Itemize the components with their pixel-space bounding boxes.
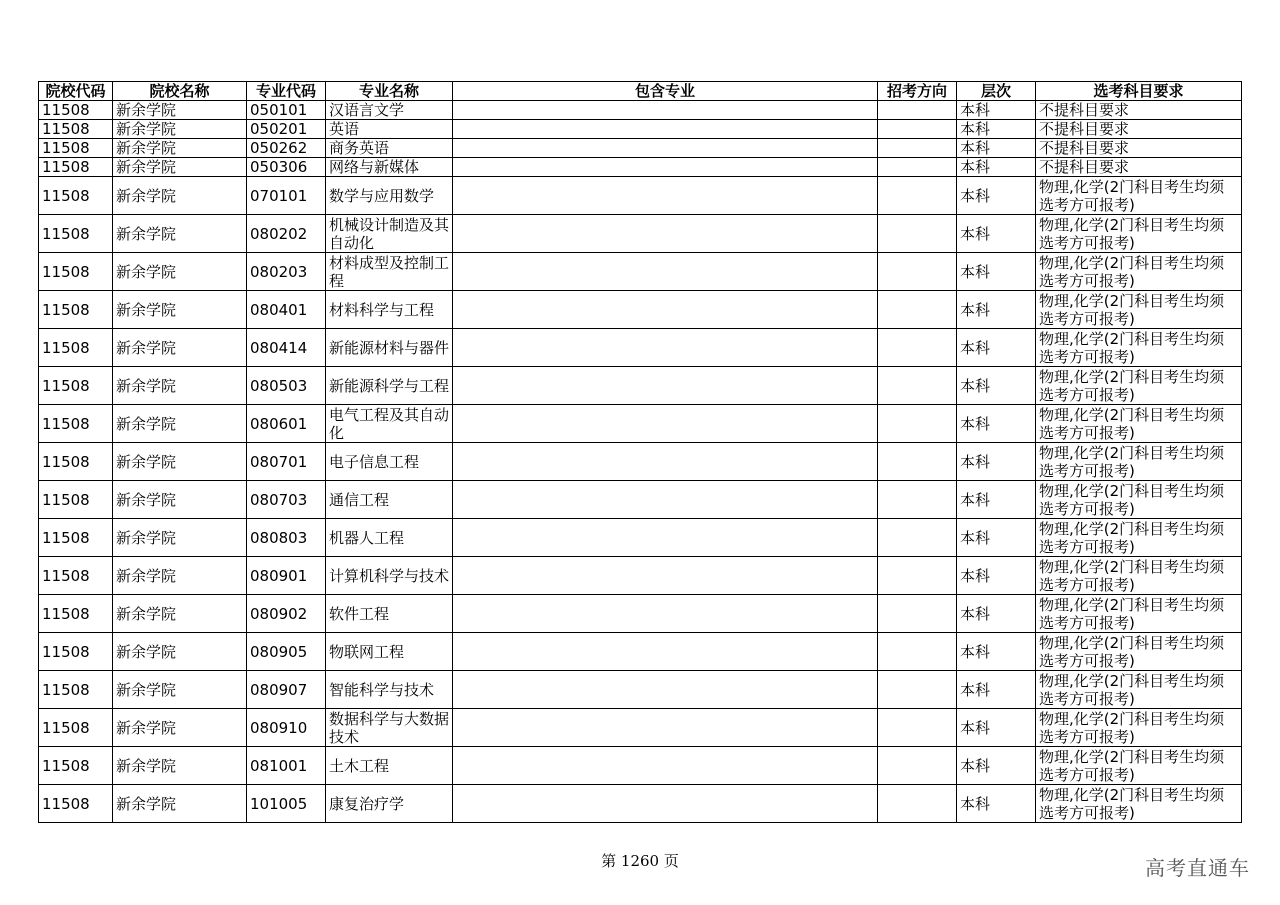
cell-included-majors — [453, 671, 878, 709]
cell-school-code: 11508 — [39, 253, 113, 291]
cell-subject-requirement: 物理,化学(2门科目考生均须选考方可报考) — [1036, 253, 1242, 291]
cell-school-name: 新余学院 — [113, 177, 247, 215]
page-number: 第 1260 页 — [601, 852, 679, 870]
cell-included-majors — [453, 158, 878, 177]
cell-included-majors — [453, 405, 878, 443]
table-row — [39, 633, 1242, 671]
cell-school-name: 新余学院 — [113, 329, 247, 367]
cell-direction — [878, 291, 957, 329]
cell-included-majors — [453, 120, 878, 139]
header-row — [39, 82, 1242, 101]
cell-major-code: 081001 — [247, 747, 326, 785]
cell-included-majors — [453, 595, 878, 633]
cell-major-name: 材料科学与工程 — [326, 291, 453, 329]
cell-direction — [878, 747, 957, 785]
cell-included-majors — [453, 101, 878, 120]
cell-direction — [878, 557, 957, 595]
cell-school-name: 新余学院 — [113, 633, 247, 671]
cell-major-code: 080401 — [247, 291, 326, 329]
cell-school-name: 新余学院 — [113, 367, 247, 405]
cell-school-name: 新余学院 — [113, 253, 247, 291]
cell-included-majors — [453, 367, 878, 405]
table-row — [39, 158, 1242, 177]
cell-level: 本科 — [957, 557, 1036, 595]
cell-subject-requirement: 不提科目要求 — [1036, 158, 1242, 177]
table-row — [39, 481, 1242, 519]
table-row — [39, 671, 1242, 709]
cell-major-name: 物联网工程 — [326, 633, 453, 671]
cell-major-code: 080414 — [247, 329, 326, 367]
cell-major-name: 机器人工程 — [326, 519, 453, 557]
cell-major-code: 101005 — [247, 785, 326, 823]
cell-major-name: 英语 — [326, 120, 453, 139]
cell-subject-requirement: 不提科目要求 — [1036, 120, 1242, 139]
cell-major-name: 机械设计制造及其自动化 — [326, 215, 453, 253]
cell-major-name: 智能科学与技术 — [326, 671, 453, 709]
cell-school-name: 新余学院 — [113, 120, 247, 139]
cell-school-code: 11508 — [39, 519, 113, 557]
cell-level: 本科 — [957, 101, 1036, 120]
cell-school-name: 新余学院 — [113, 785, 247, 823]
header-subject-requirement: 选考科目要求 — [1036, 82, 1242, 101]
cell-major-code: 080902 — [247, 595, 326, 633]
cell-school-code: 11508 — [39, 709, 113, 747]
cell-school-name: 新余学院 — [113, 443, 247, 481]
table-row — [39, 101, 1242, 120]
cell-direction — [878, 120, 957, 139]
cell-major-name: 汉语言文学 — [326, 101, 453, 120]
cell-included-majors — [453, 557, 878, 595]
watermark: 高考直通车 — [1145, 856, 1250, 880]
cell-school-code: 11508 — [39, 120, 113, 139]
cell-level: 本科 — [957, 785, 1036, 823]
cell-school-code: 11508 — [39, 101, 113, 120]
cell-included-majors — [453, 139, 878, 158]
table-row — [39, 139, 1242, 158]
cell-direction — [878, 177, 957, 215]
cell-school-code: 11508 — [39, 158, 113, 177]
cell-school-code: 11508 — [39, 671, 113, 709]
cell-subject-requirement: 物理,化学(2门科目考生均须选考方可报考) — [1036, 671, 1242, 709]
admission-table — [38, 81, 1242, 823]
cell-subject-requirement: 物理,化学(2门科目考生均须选考方可报考) — [1036, 367, 1242, 405]
cell-direction — [878, 367, 957, 405]
cell-school-name: 新余学院 — [113, 101, 247, 120]
cell-subject-requirement: 物理,化学(2门科目考生均须选考方可报考) — [1036, 785, 1242, 823]
header-school-code: 院校代码 — [39, 82, 113, 101]
cell-level: 本科 — [957, 158, 1036, 177]
cell-school-name: 新余学院 — [113, 158, 247, 177]
cell-level: 本科 — [957, 443, 1036, 481]
cell-school-code: 11508 — [39, 785, 113, 823]
cell-school-name: 新余学院 — [113, 671, 247, 709]
table-row — [39, 120, 1242, 139]
cell-major-name: 康复治疗学 — [326, 785, 453, 823]
cell-subject-requirement: 物理,化学(2门科目考生均须选考方可报考) — [1036, 405, 1242, 443]
cell-school-name: 新余学院 — [113, 747, 247, 785]
cell-major-name: 通信工程 — [326, 481, 453, 519]
cell-direction — [878, 329, 957, 367]
cell-major-code: 080701 — [247, 443, 326, 481]
cell-major-name: 商务英语 — [326, 139, 453, 158]
cell-level: 本科 — [957, 367, 1036, 405]
table-row — [39, 557, 1242, 595]
cell-major-name: 土木工程 — [326, 747, 453, 785]
cell-level: 本科 — [957, 709, 1036, 747]
cell-major-code: 080601 — [247, 405, 326, 443]
cell-school-code: 11508 — [39, 177, 113, 215]
cell-level: 本科 — [957, 481, 1036, 519]
cell-subject-requirement: 物理,化学(2门科目考生均须选考方可报考) — [1036, 557, 1242, 595]
header-included-majors: 包含专业 — [453, 82, 878, 101]
table-row — [39, 291, 1242, 329]
cell-included-majors — [453, 443, 878, 481]
cell-major-code: 050262 — [247, 139, 326, 158]
cell-level: 本科 — [957, 329, 1036, 367]
cell-direction — [878, 633, 957, 671]
cell-direction — [878, 443, 957, 481]
cell-subject-requirement: 物理,化学(2门科目考生均须选考方可报考) — [1036, 633, 1242, 671]
cell-school-code: 11508 — [39, 481, 113, 519]
cell-level: 本科 — [957, 139, 1036, 158]
table-body — [39, 101, 1242, 823]
cell-included-majors — [453, 519, 878, 557]
cell-level: 本科 — [957, 633, 1036, 671]
cell-subject-requirement: 物理,化学(2门科目考生均须选考方可报考) — [1036, 595, 1242, 633]
cell-subject-requirement: 物理,化学(2门科目考生均须选考方可报考) — [1036, 329, 1242, 367]
cell-school-code: 11508 — [39, 405, 113, 443]
cell-direction — [878, 405, 957, 443]
cell-major-name: 新能源科学与工程 — [326, 367, 453, 405]
table-row — [39, 329, 1242, 367]
cell-major-name: 数据科学与大数据技术 — [326, 709, 453, 747]
header-direction: 招考方向 — [878, 82, 957, 101]
cell-included-majors — [453, 291, 878, 329]
cell-school-code: 11508 — [39, 215, 113, 253]
table-row — [39, 215, 1242, 253]
cell-included-majors — [453, 177, 878, 215]
cell-level: 本科 — [957, 405, 1036, 443]
header-major-code: 专业代码 — [247, 82, 326, 101]
cell-included-majors — [453, 747, 878, 785]
table-row — [39, 709, 1242, 747]
cell-school-code: 11508 — [39, 139, 113, 158]
cell-included-majors — [453, 709, 878, 747]
cell-major-name: 电气工程及其自动化 — [326, 405, 453, 443]
cell-major-code: 050101 — [247, 101, 326, 120]
cell-major-name: 数学与应用数学 — [326, 177, 453, 215]
cell-direction — [878, 481, 957, 519]
cell-school-name: 新余学院 — [113, 709, 247, 747]
cell-level: 本科 — [957, 671, 1036, 709]
cell-major-name: 电子信息工程 — [326, 443, 453, 481]
cell-major-code: 080905 — [247, 633, 326, 671]
cell-major-name: 新能源材料与器件 — [326, 329, 453, 367]
table-row — [39, 747, 1242, 785]
cell-level: 本科 — [957, 519, 1036, 557]
cell-included-majors — [453, 329, 878, 367]
cell-major-code: 080803 — [247, 519, 326, 557]
cell-level: 本科 — [957, 747, 1036, 785]
cell-level: 本科 — [957, 215, 1036, 253]
cell-subject-requirement: 不提科目要求 — [1036, 139, 1242, 158]
cell-school-name: 新余学院 — [113, 215, 247, 253]
cell-major-name: 材料成型及控制工程 — [326, 253, 453, 291]
cell-direction — [878, 253, 957, 291]
cell-school-code: 11508 — [39, 633, 113, 671]
cell-major-code: 080202 — [247, 215, 326, 253]
cell-direction — [878, 709, 957, 747]
cell-included-majors — [453, 785, 878, 823]
cell-included-majors — [453, 633, 878, 671]
cell-subject-requirement: 物理,化学(2门科目考生均须选考方可报考) — [1036, 747, 1242, 785]
table-row — [39, 785, 1242, 823]
table-row — [39, 405, 1242, 443]
table-row — [39, 595, 1242, 633]
table-row — [39, 519, 1242, 557]
cell-major-name: 软件工程 — [326, 595, 453, 633]
cell-school-code: 11508 — [39, 329, 113, 367]
cell-direction — [878, 519, 957, 557]
cell-major-code: 080203 — [247, 253, 326, 291]
cell-included-majors — [453, 481, 878, 519]
cell-school-name: 新余学院 — [113, 557, 247, 595]
cell-major-name: 网络与新媒体 — [326, 158, 453, 177]
cell-school-name: 新余学院 — [113, 139, 247, 158]
cell-school-code: 11508 — [39, 291, 113, 329]
header-level: 层次 — [957, 82, 1036, 101]
cell-direction — [878, 101, 957, 120]
cell-direction — [878, 158, 957, 177]
cell-direction — [878, 671, 957, 709]
table-row — [39, 177, 1242, 215]
cell-subject-requirement: 物理,化学(2门科目考生均须选考方可报考) — [1036, 177, 1242, 215]
cell-subject-requirement: 物理,化学(2门科目考生均须选考方可报考) — [1036, 443, 1242, 481]
cell-subject-requirement: 物理,化学(2门科目考生均须选考方可报考) — [1036, 481, 1242, 519]
cell-school-name: 新余学院 — [113, 595, 247, 633]
cell-level: 本科 — [957, 595, 1036, 633]
cell-subject-requirement: 物理,化学(2门科目考生均须选考方可报考) — [1036, 709, 1242, 747]
cell-major-code: 080910 — [247, 709, 326, 747]
table-row — [39, 367, 1242, 405]
cell-major-code: 070101 — [247, 177, 326, 215]
cell-direction — [878, 595, 957, 633]
cell-level: 本科 — [957, 120, 1036, 139]
cell-major-name: 计算机科学与技术 — [326, 557, 453, 595]
cell-school-name: 新余学院 — [113, 519, 247, 557]
cell-level: 本科 — [957, 253, 1036, 291]
cell-school-name: 新余学院 — [113, 291, 247, 329]
cell-level: 本科 — [957, 177, 1036, 215]
cell-major-code: 050201 — [247, 120, 326, 139]
header-school-name: 院校名称 — [113, 82, 247, 101]
cell-direction — [878, 215, 957, 253]
cell-major-code: 080503 — [247, 367, 326, 405]
cell-school-code: 11508 — [39, 443, 113, 481]
cell-subject-requirement: 物理,化学(2门科目考生均须选考方可报考) — [1036, 291, 1242, 329]
cell-subject-requirement: 物理,化学(2门科目考生均须选考方可报考) — [1036, 215, 1242, 253]
cell-subject-requirement: 不提科目要求 — [1036, 101, 1242, 120]
cell-major-code: 080703 — [247, 481, 326, 519]
cell-major-code: 080907 — [247, 671, 326, 709]
cell-school-name: 新余学院 — [113, 405, 247, 443]
cell-level: 本科 — [957, 291, 1036, 329]
cell-direction — [878, 139, 957, 158]
cell-school-code: 11508 — [39, 747, 113, 785]
cell-school-code: 11508 — [39, 557, 113, 595]
cell-major-code: 080901 — [247, 557, 326, 595]
cell-direction — [878, 785, 957, 823]
cell-school-name: 新余学院 — [113, 481, 247, 519]
cell-major-code: 050306 — [247, 158, 326, 177]
table-row — [39, 443, 1242, 481]
cell-included-majors — [453, 253, 878, 291]
cell-school-code: 11508 — [39, 367, 113, 405]
header-major-name: 专业名称 — [326, 82, 453, 101]
cell-school-code: 11508 — [39, 595, 113, 633]
table-row — [39, 253, 1242, 291]
cell-subject-requirement: 物理,化学(2门科目考生均须选考方可报考) — [1036, 519, 1242, 557]
cell-included-majors — [453, 215, 878, 253]
